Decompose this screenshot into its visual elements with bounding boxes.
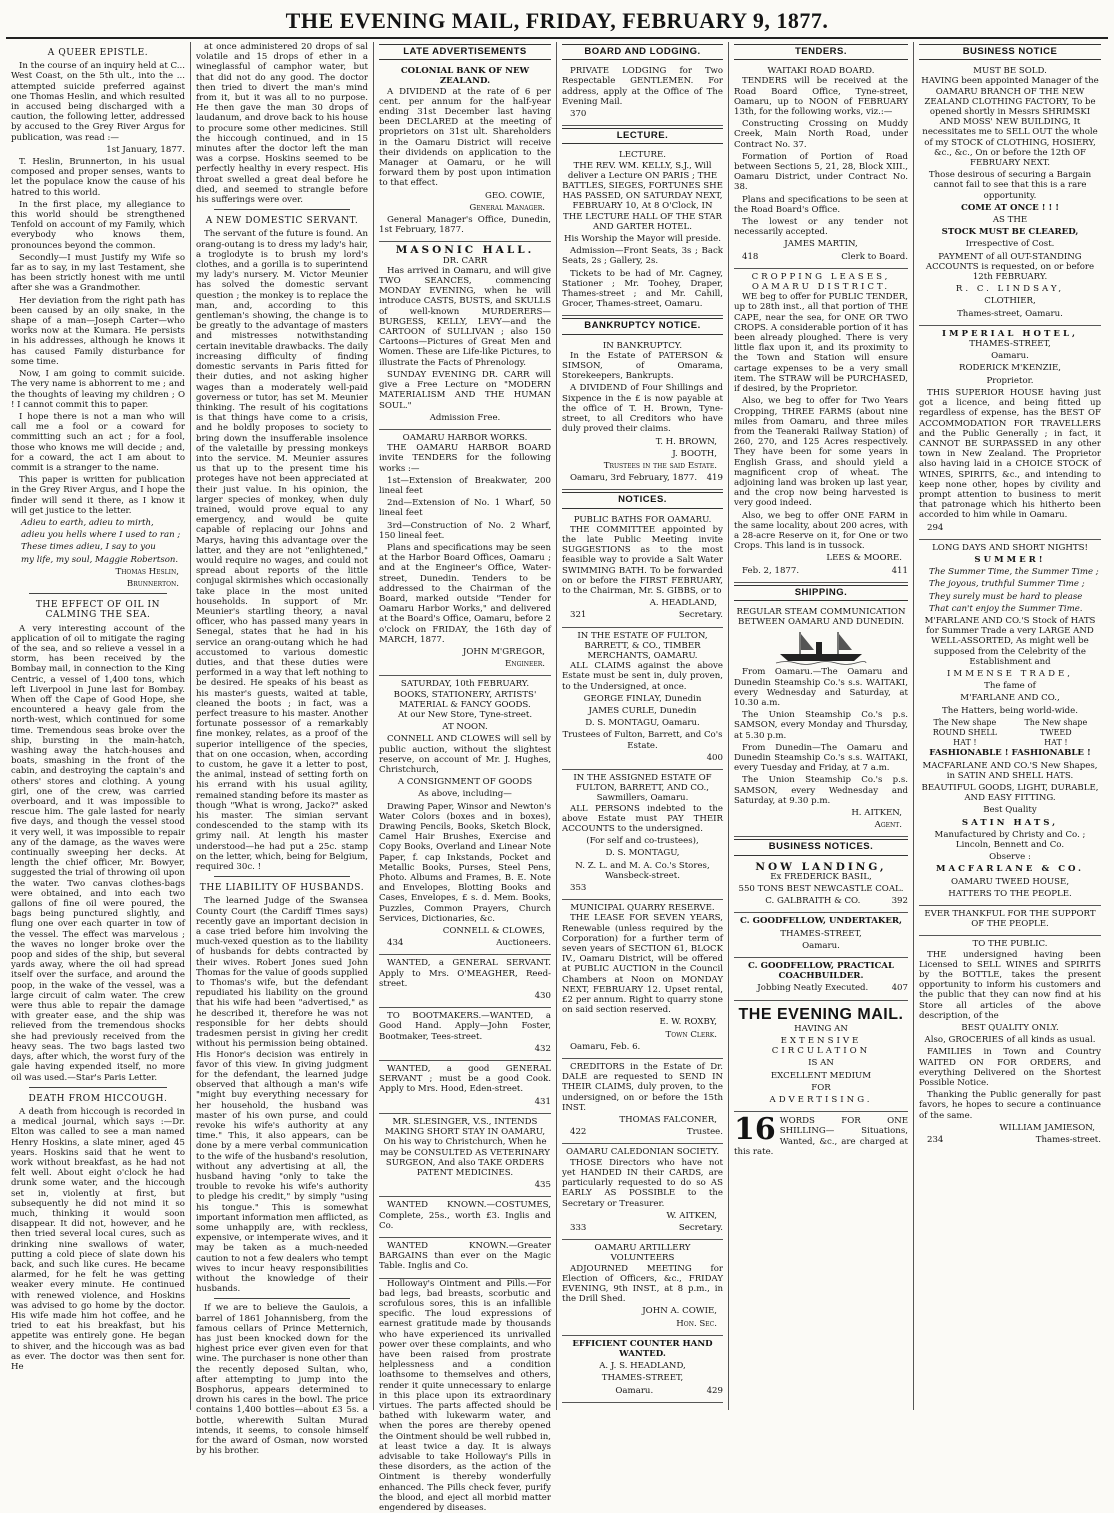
ad-text: Oamaru.	[615, 1385, 654, 1396]
column-5	[729, 42, 914, 1410]
ad-number: 432	[534, 1043, 551, 1054]
article-paragraph: A very interesting account of the application of oil to mitigate the raging of the sea, and so relieve a vessel in a storm, has been received by the Bombay mail, in connection to the King Centric, a vessel of 1,400 tons, which left Liverpool in June last for Bombay. When off the Cape of Good Hope, she encountered a heavy gale from the north-west, which continued for some time. Tremendous seas broke over the ship, bursting in the main-hatch, washing away the hatch-houses and boats, smashing in the front of the cabin, and destroying the captain's and others' stores and clothing. A young girl, one of the crew, was carried overboard, and it was impossible to rescue him. The gale lasted for nearly five days, and though the vessel stood it very well, it was impossible to repair any of the damage, as the waves were continually sweeping her decks. At length the chief officer, Mr. Bowyer, suggested the trial of throwing oil upon the water. Two canvas clothes-bags were obtained, and into each two gallons of fine oil were poured, the bags being punctured slightly, and flung one over each quarter in tow of the vessel. The effect was marvelous ; the waves no longer broke over the poop and sides of the ship, but several yards away, where the oil had spread itself over the surface, and around the poop, in the wake of the vessel, was a large circuit of calm water. The crew were thus able to repair the damage with greater ease, and the ship was relieved from the tremendous shocks she had previously received from the heavy seas. The two bags lasted two days, after which, the worst fury of the gale having expended itself, no more oil was used.—Star's Paris Letter.	[11, 623, 185, 1083]
section-heading: LECTURE.	[562, 128, 723, 144]
ad-title: OAMARU CALEDONIAN SOCIETY.	[566, 1147, 719, 1158]
ad-goodfellow-undertaker	[734, 913, 908, 958]
ad-text: Oamaru.	[991, 351, 1029, 362]
ad-sixteen-words	[734, 1112, 908, 1159]
signature: A. HEADLAND,	[649, 598, 717, 609]
ad-number: 431	[534, 1096, 551, 1107]
ad-books-auction	[379, 676, 551, 955]
ad-text: Irrespective of Cost.	[965, 239, 1055, 250]
section-heading: BANKRUPTCY NOTICE.	[562, 318, 723, 334]
ad-text: AT NOON.	[442, 722, 488, 733]
ad-title: NOW LANDING,	[755, 860, 887, 873]
ad-list-item: The lowest or any tender not necessarily accepted.	[734, 217, 908, 238]
ad-number-line	[734, 896, 908, 906]
ad-list-item: Constructing Crossing on Muddy Creek, Main North Road, under Contract No. 37.	[734, 119, 908, 150]
ad-date: Oamaru, Feb. 6.	[570, 1041, 641, 1052]
ad-caledonian	[562, 1144, 723, 1240]
column-3	[374, 42, 557, 1513]
ad-text: WANTED, a GENERAL SERVANT. Apply to Mrs. O'MEAGHER, Reed-street.	[379, 958, 551, 989]
ad-number: 429	[706, 1385, 723, 1396]
ad-list-item: Formation of Portion of Road between Sections 5, 21, 28, Block XIII., Oamaru District, under Contract No. 38.	[734, 151, 908, 193]
article-title-hiccough: DEATH FROM HICCOUGH.	[28, 1093, 168, 1104]
ad-text: The Hatters, being world-wide.	[942, 705, 1078, 716]
ad-text: STOCK MUST BE CLEARED,	[941, 227, 1079, 238]
section-heading: NOTICES.	[562, 492, 723, 508]
signature: C. GALBRAITH & CO.	[765, 896, 861, 907]
article-paragraph: I hope there is not a man who will call me a fool or a coward for committing such an act ; for a fool, those who knows me will decide ; and, for a coward, the act I am about to commit is a stranger to the name.	[11, 411, 185, 473]
ad-text: EXCELLENT MEDIUM	[770, 1070, 872, 1081]
hat-shape-label: The New shape	[933, 717, 997, 727]
ad-subtitle: DR. CARR	[442, 255, 488, 266]
ad-text: FOR	[811, 1082, 831, 1093]
divider	[29, 593, 167, 594]
ad-text: THE LEASE FOR SEVEN YEARS, Renewable (unless required by the Corporation) for a further term of seven years of SECTION 61, BLOCK IV., Oamaru District, will be offered at PUBLIC AUCTION in the Council Chambers at Noon on MONDAY NEXT, FEBRUARY 12. Upset rental, £2 per annum. Right to quarry stone on said section reserved.	[562, 913, 723, 1016]
divider	[214, 1298, 350, 1299]
ad-costumes	[379, 1197, 551, 1238]
ad-number: 434	[387, 938, 404, 949]
ad-number: 411	[891, 565, 908, 576]
ad-public-baths	[562, 512, 723, 628]
letter-date: 1st January, 1877.	[106, 144, 185, 155]
ad-text: Best Quality	[983, 805, 1037, 816]
signature: Thames-street.	[1035, 1135, 1101, 1146]
ad-steam-communication	[734, 604, 908, 837]
ad-dale-estate	[562, 1059, 723, 1144]
article-paragraph: In the course of an inquiry held at C... West Coast, on the 5th ult., into the ... attempted suicide preferred against one Thomas Heslin, and which resulted in accused being discharged with a caution, the following letter, addressed by accused to the Grey River Argus for publication, was read :—	[11, 61, 185, 143]
ad-text: Also, we beg to offer for Two Years Cropping, THREE FARMS (about nine miles from Oamaru, and three miles from the Teaneraki Railway Station) of 260, 270, and 125 Acres respectively. They have been for some years in English Grass, and should yield a magnificent crop of wheat. The adjoining land was broken up last year, and the crop now being harvested is very good indeed.	[734, 396, 908, 509]
ad-text: Plans and specifications may be seen at the Harbor Board Offices, Oamaru ; and at the Engineer's Office, Water-street, Dunedin. Tenders to be addressed to the Chairman of the Board, marked outside "Tender for Oamaru Harbor Works," and delivered at the Board's Office, Oamaru, before 2 o'clock on FRIDAY, the 16th day of MARCH, 1877.	[379, 542, 551, 645]
ad-text: WANTED KNOWN.—Greater BARGAINS than ever on the Magic Table. Inglis and Co.	[379, 1240, 551, 1272]
ad-cropping-leases	[734, 269, 908, 583]
ad-text: THAMES-STREET,	[969, 339, 1051, 350]
ad-text: HATTERS TO THE PEOPLE.	[948, 888, 1072, 899]
section-heading: BUSINESS NOTICE	[919, 44, 1101, 60]
poem-line: The joyous, truthful Summer Time ;	[929, 579, 1085, 590]
signature: Hon. Sec.	[676, 1318, 717, 1329]
poem-line: They surely must be hard to please	[929, 591, 1083, 602]
column-6	[914, 42, 1106, 1410]
ad-text: Those desirous of securing a Bargain cannot fail to see that this is a rare opportunity.	[928, 170, 1092, 201]
ad-text: A CONSIGNMENT OF GOODS	[397, 777, 533, 788]
article-title-domestic-servant: A NEW DOMESTIC SERVANT.	[205, 216, 359, 227]
ad-text: Admission Free.	[429, 412, 501, 423]
signature: W. AITKEN,	[666, 1210, 717, 1221]
ad-macfarlane-hats	[919, 540, 1101, 906]
steamship-icon	[776, 630, 866, 664]
ad-number: 400	[706, 752, 723, 763]
ad-text: The Union Steamship Co.'s p.s. SAMSON, every Wednesday and Saturday, at 9.30 p.m.	[734, 775, 908, 806]
signature: J. BOOTH,	[672, 448, 717, 459]
article-paragraph: The servant of the future is found. An orang-outang is to dress my lady's hair, a troglodyte is to brush my lord's clothes, and a gorilla is to superintend my lady's nursery. M. Victor Meunier has solved the domestic servant question ; the monkey is to replace the man, and, according to this gentleman's showing, the change is to be greatly to the advantage of masters and mistresses notwithstanding certain inevitable drawbacks. The daily increasing difficulty of finding domestic servants in Paris fitted for their duties, and not asking higher wages than a moderately well-paid governess or tutor, has set M. Meunier thinking. The result of his cogitations is that things have come to a crisis, and he boldly proposes to society to bring down the insufferable insolence of the valetaille by pressing monkeys into the service. M. Meunier assures us that up to the present time his proteges have not been appreciated at their just value. In his opinion, the larger species of monkey, when duly trained, would prove equal to any emergency, and would be quite capable of replacing our Johns and Marys, having this advantage over the latter, and they are not "enlightened," would require no wages, and could not spread about reports of the little conjugal skirmishes which occasionally take place in the most united households. In support of Mr. Meunier's startling theory, a naval officer, who has passed many years in Senegal, states that he had in his service an orang-outang which he had accustomed to various domestic duties, and that these duties were performed in a way that left nothing to be desired. He speaks of his beast as his master's guests, waited at table, cleaned the boots ; in fact, was a perfect treasure to his master. Another fortunate possessor of a remarkably fine monkey, relates, as a proof of the superior intelligence of the species, that on one occasion, when, according to custom, he gave it a letter to post, the animal, instead of setting forth on his errand with his usual agility, remained standing before its master as though "What is wrong, Jacko?" asked his master. The simian servant condescended to the stamp with its grimy nail. At length his master understood—he had put a 25c. stamp on the letter, which, being for Belgium, required 30c. !	[196, 229, 368, 873]
ad-title: C. GOODFELLOW, UNDERTAKER,	[739, 916, 903, 927]
ad-text: Has arrived in Oamaru, and will give TWO SEANCES, commencing MONDAY EVENING, when he will introduce CASTS, BUSTS, and SKULLS of well-known MURDERERS—BURGESS, KELLY, LEVY—and the CARTOON of SULLIVAN ; also 150 Cartoons—Pictures of Great Men and Women. These are Life-like Pictures, to illustrate the Facts of Phrenology.	[379, 265, 551, 368]
ad-text: His Worship the Mayor will preside.	[564, 234, 721, 245]
ad-text: At our New Store, Tyne-street.	[397, 709, 533, 720]
ad-text: Also, GROCERIES of all kinds as usual.	[924, 1035, 1096, 1046]
article-paragraph: at once administered 20 drops of sal volatile and 15 drops of ether in a wineglassful of camphor water, but that did not do any good. The doctor then tried to divert the man's mind from it, but it was all to no purpose. He then gave the man 30 drops of laudanum, and drove back to his house to procure some other medicines. Still the hiccough continued, and in 15 minutes after the doctor left the man was a corpse. Hoskins seemed to be perfectly healthy in every respect. His throat swelled a great deal before he died, and seemed to strangle before his sufferings were over.	[196, 42, 368, 206]
hat-shape-label: ROUND SHELL	[932, 727, 997, 737]
signature: E. W. ROXBY,	[659, 1017, 717, 1028]
signature: Proprietor.	[986, 375, 1034, 386]
ad-text: EVER THANKFUL FOR THE SUPPORT OF THE PEOPLE.	[924, 909, 1096, 930]
ad-text: FAMILIES in Town and Country WAITED ON FOR ORDERS, and everything Delivered on the Shortest Possible Notice.	[919, 1047, 1101, 1089]
signature: Engineer.	[505, 659, 545, 670]
ad-text: EXTENSIVE CIRCULATION	[771, 1036, 871, 1057]
ad-text: THAMES-STREET,	[780, 928, 862, 939]
ad-number: 418	[742, 251, 759, 262]
poem-line: That can't enjoy the Summer Time.	[929, 603, 1083, 614]
hat-shapes	[919, 718, 1101, 749]
ad-number: 353	[570, 883, 587, 894]
ad-quarry-reserve	[562, 900, 723, 1059]
ad-title: SATURDAY, 10th FEBRUARY.	[400, 679, 530, 690]
ad-title: COLONIAL BANK OF NEW ZEALAND.	[400, 66, 530, 87]
ad-title: TO THE PUBLIC.	[972, 939, 1048, 950]
ad-text: AS THE	[992, 215, 1028, 226]
ad-text: As above, including—	[418, 789, 512, 800]
ad-text: Also, we beg to offer ONE FARM in the same locality, about 200 acres, with a 28-acre Reserve on it, for One or two Crops. This land is in tussock.	[734, 510, 908, 552]
signature: Secretary.	[678, 1222, 723, 1233]
hat-shape-label: HAT !	[1044, 738, 1068, 748]
ad-text: BEAUTIFUL GOODS, LIGHT, DURABLE, AND EASY FITTING.	[921, 783, 1099, 804]
ad-bargains	[379, 1238, 551, 1279]
divider	[29, 1087, 167, 1088]
ad-text: M'FARLANE AND CO.,	[960, 693, 1060, 704]
article-paragraph: A death from hiccough is recorded in a medical journal, which says :—Dr. Elton was called to see a man named Henry Hoskins, a slate miner, aged 45 years. Hoskins said that he went to work without breakfast, as he had not felt well. About eight o'clock he had drunk some water, and the hiccough set in, violently at first, but subsequently he did not mind it so much, thinking it would soon disappear. It did not, however, and he then tried several local cures, such as drinking nine swallows of water, putting a cold piece of slate down his back, and such like cures. He became alarmed, for he felt he was getting weaker every minute. He continued with renewed violence, and Hoskins was advised to go home by the doctor. His wife made him hot coffee, and he tried to eat his breakfast, but his appetite was entirely gone. He began to shiver, and the hiccough was as bad as ever. The doctor was then sent for. He	[11, 1106, 185, 1372]
ad-title: OAMARU HARBOR WORKS.	[402, 432, 528, 443]
ad-date: Oamaru, 3rd February, 1877.	[570, 473, 698, 484]
ad-title: LONG DAYS AND SHORT NIGHTS!	[932, 542, 1088, 553]
ad-text: Thanking the Public generally for past favors, he hopes to secure a continuance of the same.	[919, 1090, 1101, 1121]
ad-text: Admission—Front Seats, 3s ; Back Seats, 2s ; Gallery, 2s.	[562, 246, 723, 267]
signature: CLOTHIER,	[984, 296, 1036, 307]
ad-bootmakers	[379, 1008, 551, 1061]
ad-title: IN BANKRUPTCY.	[602, 340, 683, 351]
ad-text: THE COMMITTEE appointed by the late Public Meeting invite SUGGESTIONS as to the most feasible way to provide a Salt Water SWIMMING BATH. To be forwarded on or before the FIRST FEBRUARY, to the Chairman, Mr. S. GIBBS, or to	[562, 524, 723, 596]
signature: THOMAS FALCONER,	[619, 1115, 717, 1126]
ad-imperial-hotel	[919, 326, 1101, 540]
ad-text: N. Z. L. and M. A. Co.'s Stores, Wansbeck-street.	[575, 860, 710, 881]
ad-text: Oamaru.	[802, 940, 840, 951]
ad-text: In the Estate of PATERSON & SIMSON, of Omarama, Storekeepers, Bankrupts.	[562, 350, 723, 382]
ad-text: TENDERS will be received at the Road Board Office, Tyne-street, Oamaru, up to NOON of FEBRUARY 13th, for the following works, viz.:—	[734, 76, 908, 118]
ad-number-line	[734, 983, 908, 993]
article-paragraph: Her deviation from the right path has been caused by an oily snake, in the shape of a man—Joseph Carter—who works now at the Kumara. He persists in his addresses, although he knows it has caused Family disturbance for some time.	[11, 295, 185, 367]
ad-dr-carr	[379, 242, 551, 429]
hat-shape-label: The New shape	[1024, 717, 1088, 727]
ad-bankruptcy	[562, 338, 723, 491]
article-paragraph: In the first place, my allegiance to this world should be strengthened Tenfold on account of my Family, which everybody who knows them, pronounces beyond the common.	[11, 199, 185, 251]
ad-title: REGULAR STEAM COMMUNICATION BETWEEN OAMARU AND DUNEDIN.	[736, 606, 906, 628]
signature: Agent.	[874, 820, 902, 831]
ad-text: JAMES CURLE, Dunedin	[588, 705, 697, 716]
ad-text: Ex FREDERICK BASIL,	[770, 871, 872, 882]
ad-text: CREDITORS in the Estate of Dr. DALE are requested to SEND IN THEIR CLAIMS, duly proven, to the undersigned, on or before the 15th INST.	[562, 1062, 723, 1113]
ad-fulton-estate	[562, 628, 723, 770]
signature: JOHN A. COWIE,	[642, 1306, 717, 1317]
signature: JAMES MARTIN,	[784, 239, 858, 250]
ad-text: TO BOOTMAKERS.—WANTED, a Good Hand. Apply—John Foster, Bootmaker, Tees-street.	[379, 1011, 551, 1042]
divider	[214, 209, 350, 210]
ad-subtitle: BOOKS, STATIONERY, ARTISTS' MATERIAL & FANCY GOODS.	[393, 689, 537, 710]
hat-shape-label: TWEED	[1040, 727, 1072, 737]
signature: R. C. LINDSAY,	[955, 284, 1065, 295]
signature: Trustees in the said Estate.	[603, 460, 717, 471]
ad-waitaki-road-board	[734, 63, 908, 269]
ad-title: WAITAKI ROAD BOARD.	[767, 66, 875, 77]
ad-number-line	[562, 473, 723, 483]
signature: T. H. BROWN,	[655, 436, 717, 447]
ad-number-line	[919, 1135, 1101, 1145]
ad-title: MUST BE SOLD.	[973, 66, 1047, 77]
ad-private-lodging	[562, 63, 723, 126]
divider	[214, 876, 350, 877]
ad-text: THE undersigned having been Licensed to SELL WINES and SPIRITS by the BOTTLE, takes the present opportunity to inform his customers and the public that they can now find at his Store all articles of the above description, of the	[919, 949, 1101, 1021]
ad-clothing-factory	[919, 63, 1101, 326]
ad-text: WE beg to offer for PUBLIC TENDER, up to 28th inst., all that portion of THE CAPE, near the sea, for ONE OR TWO CROPS. A considerable portion of it has been already ploughed. There is very little flax upon it, and its proximity to the Town and Station will ensure cartage expenses to be a very small item. The STRAW will be PURCHASED, if desired, by the Proprietor.	[734, 292, 908, 395]
ad-title: MASONIC HALL.	[395, 244, 535, 257]
ad-text: GEORGE FINLAY, Dunedin	[583, 693, 702, 704]
ad-date: Feb. 2, 1877.	[742, 565, 800, 576]
ad-text: MACFARLANE AND CO.'S New Shapes, in SATIN AND SHELL HATS.	[922, 760, 1098, 781]
column-2	[191, 42, 374, 1457]
ad-text: IMMENSE TRADE,	[947, 668, 1073, 679]
ad-list-item: 3rd—Construction of No. 2 Wharf, 150 lineal feet.	[379, 520, 551, 541]
ad-text: HAVING AN	[794, 1023, 848, 1034]
signature: Brunnerton.	[126, 578, 179, 589]
ad-text: CONNELL AND CLOWES will sell by public auction, without the slightest reserve, on account of Mr. J. Hughes, Christchurch,	[379, 734, 551, 775]
ad-big-number: 16	[734, 1112, 776, 1148]
ad-list-item: 1st—Extension of Breakwater, 200 lineal feet	[379, 475, 551, 496]
ad-number-line	[379, 938, 551, 948]
ad-title: IN THE ESTATE OF FULTON, BARRETT, & CO., TIMBER MERCHANTS, OAMARU.	[577, 630, 708, 661]
ad-number: 294	[927, 522, 944, 533]
ad-text: BEST QUALITY ONLY.	[961, 1023, 1059, 1034]
ad-text: Drawing Paper, Winsor and Newton's Water Colors (boxes and in boxes), Drawing Pencils, Books, Sketch Block, Camel Hair Brushes, Exercise and Copy Books, Overland and Linear Note Paper, f. cap Inkstands, Pocket and Metallic Books, Purses, Steel Pens, Photo. Albums and Frames, B. E. Note and Envelopes, Blotting Books and Cases, Envelopes, £ s. d. Mem. Books, Puzzles, Common Prayers, Church Services, Dictionaries, &c.	[379, 801, 551, 924]
ad-harbor-works	[379, 430, 551, 676]
ad-text: Jobbing Neatly Executed.	[757, 983, 869, 994]
ad-text: ALL PERSONS indebted to the above Estate must PAY THEIR ACCOUNTS to the undersigned.	[562, 803, 723, 834]
ad-text: Trustees of Fulton, Barrett, and Co's Estate.	[562, 730, 723, 751]
ad-text: SUNDAY EVENING DR. CARR will give a Free Lecture on "MODERN MATERIALISM AND THE HUMAN SOUL."	[379, 369, 551, 411]
ad-text: COME AT ONCE ! ! !	[961, 202, 1059, 213]
ad-text: A DIVIDEND of Four Shillings and Sixpence in the £ is now payable at the office of T. H. Brown, Tyne-street, to all Creditors who have duly proved their claims.	[562, 383, 723, 435]
signature: D. S. MONTAGU,	[605, 848, 680, 859]
signature: Town Clerk.	[665, 1029, 717, 1040]
ad-text: D. S. MONTAGU, Oamaru.	[585, 718, 700, 729]
ad-number: 321	[570, 610, 587, 621]
ad-list-item: Plans and specifications to be seen at the Road Board's Office.	[734, 194, 908, 215]
ad-number: 430	[534, 991, 551, 1002]
ad-wanted-servant	[379, 955, 551, 1008]
poem-line: These times adieu, I say to you	[21, 542, 156, 553]
ad-number-line	[562, 1127, 723, 1137]
signature: RODERICK M'KENZIE,	[958, 363, 1062, 374]
ad-text: The Union Steamship Co.'s p.s. SAMSON, every Monday and Thursday, at 5.30 p.m.	[734, 710, 908, 741]
article-paragraph: T. Heslin, Brunnerton, in his usual composed and proper senses, wants to let the populace know the cause of his hatred to this world.	[11, 157, 185, 198]
ad-number: 419	[706, 473, 723, 484]
ad-text: MR. SLESINGER, V.S., INTENDS MAKING SHORT STAY IN OAMARU, On his way to Christchurch, When he may be CONSULTED AS VETERINARY SURGEON, And also TAKE ORDERS PATENT MEDICINES.	[380, 1116, 550, 1178]
ad-title: IMPERIAL HOTEL,	[942, 328, 1078, 339]
ad-number: 392	[891, 896, 908, 907]
ad-assigned-estate	[562, 770, 723, 900]
article-title-husbands: THE LIABILITY OF HUSBANDS.	[199, 883, 365, 894]
ad-text: WORDS FOR ONE SHILLING— Situations, Wanted, &c., are charged at this rate.	[734, 1116, 908, 1157]
signature: WILLIAM JAMIESON,	[999, 1122, 1095, 1133]
ad-title: OAMARU ARTILLERY VOLUNTEERS	[594, 1243, 691, 1264]
ad-lecture	[562, 147, 723, 316]
ad-text: THAMES-STREET,	[601, 1373, 684, 1384]
ad-text: THE REV. WM. KELLY, S.J., Will deliver a Lecture ON PARIS ; THE BATTLES, SIEGES, FORTUNES SHE HAS PASSED, ON SATURDAY NEXT, FEBRUARY 10, At 8 O'Clock, IN THE LECTURE HALL OF THE STAR AND GARTER HOTEL.	[562, 160, 723, 232]
signature: GEO. COWIE,	[485, 190, 545, 201]
poem-line: The Summer Time, the Summer Time ;	[929, 567, 1099, 578]
ad-text: SATIN HATS,	[961, 817, 1059, 828]
article-paragraph: Now, I am going to commit suicide. The very name is abhorrent to me ; and the thoughts of leaving my children ; O ! I cannot commit this to paper.	[11, 369, 185, 410]
ad-counter-hand	[562, 1336, 723, 1403]
article-paragraph: The learned Judge of the Swansea County Court (the Cardiff Times says) recently gave an important decision in a case tried before him involving the much-vexed question as to the liability of husbands for debts contracted by their wives. Robert Jones sued John Thomas for the value of goods supplied to Thomas's wife, but the defendant repudiated his liability on the ground that his wife had been "advertised," as he described it, therefore he was not responsible for her debts should tradesmen persist in giving her credit without his permission being obtained. His Honor's decision was entirely in favor of this view. In giving judgment for the defendant, the learned judge observed that although a man's wife "might buy everything necessary for her household, the husband was master of his own purse, and could revoke his wife's authority at any time." This, it also appears, can be done by a mere verbal communication to the wife of the husband's resolution, without any advertising at all, the husband having "only to take the trouble to revoke his wife's authority to pledge his credit," by simply "using his tongue." This is somewhat important information men afflicted, as some unhappily are, with reckless, expensive, or intemperate wives, and it may be taken as a much-needed caution to not a few dealers who tempt wives to incur heavy responsibilities without the knowledge of their husbands.	[196, 896, 368, 1295]
columns	[6, 42, 1108, 1513]
ad-number-line	[734, 252, 908, 262]
ad-text: THE OAMARU HARBOR BOARD invite TENDERS for the following works :—	[379, 443, 551, 474]
signature: Secretary.	[678, 610, 723, 621]
ad-title: SUMMER!	[974, 554, 1046, 565]
ad-text: PAYMENT of all OUT-STANDING ACCOUNTS is requested, on or before 12th FEBRUARY.	[925, 251, 1095, 283]
section-heading: SHIPPING.	[734, 585, 908, 601]
ad-text: (For self and co-trustees),	[586, 836, 699, 847]
ad-text: Tickets to be had of Mr. Cagney, Stationer ; Mr. Toohey, Draper, Thames-street ; and Mr. Cahill, Grocer, Thames-street, Oamaru.	[562, 268, 723, 310]
ad-holloway: Holloway's Ointment and Pills.—For bad legs, bad breasts, scorbutic and scrofulous sores, this is an infallible specific. The loud expressions of earnest gratitude made by thousands who have experienced its unrivalled power over these complaints, and who have been raised from prostrate helplessness and a condition loathsome to themselves and others, render it quite unnecessary to enlarge in this place upon its extraordinary virtues. The parts affected should be bathed with lukewarm water, and when the pores are thereby opened the Ointment should be well rubbed in, at least twice a day. It is always advisable to take Holloway's Pills in these disorders, as the action of the Ointment is thereby wonderfully enhanced. The Pills check fever, purify the blood, and eject all morbid matter engendered by diseases.	[379, 1278, 551, 1513]
poem-line: Adieu to earth, adieu to mirth,	[21, 517, 154, 528]
ad-text: THIS SUPERIOR HOUSE having just got a licence, and being fitted up regardless of expense, has the BEST OF ACCOMMODATION FOR TRAVELLERS and the Public Generally ; in fact, it CANNOT BE SURPASSED in any other town in New Zealand. The Proprietor also having laid in a CHOICE STOCK of WINES, SPIRITS, &c., and intending to keep none other, hopes by civility and prompt attention to business to merit that patronage which his hitherto been accorded to him while in Oamaru.	[919, 387, 1101, 521]
ad-colonial-bank	[379, 63, 551, 242]
signature: Trustee.	[686, 1127, 723, 1138]
ad-text: OAMARU TWEED HOUSE,	[950, 876, 1070, 887]
signature: General Manager.	[469, 202, 545, 213]
evening-mail-logo: THE EVENING MAIL.	[738, 1005, 904, 1023]
ad-number-line	[562, 1223, 723, 1233]
signature: Auctioneers.	[496, 938, 551, 949]
article-paragraph: This paper is written for publication in the Grey River Argus, and I hope the finder will send it there, as I know it will get justice to the letter.	[11, 475, 185, 516]
article-paragraph: Secondly—I must Justify my Wife so far as to say, in my last Testament, she has been strictly honest with me until after she was a Grandmother.	[11, 252, 185, 294]
section-heading: BUSINESS NOTICES.	[734, 839, 908, 855]
ad-number: 422	[570, 1127, 587, 1138]
ad-text: HAVING been appointed Manager of the OAMARU BRANCH OF THE NEW ZEALAND CLOTHING FACTORY, To be opened shortly in Messrs SHRIMSKI AND MOSS' NEW BUILDING, It necessitates me to SELL OUT the whole of my STOCK of CLOTHING, HOSIERY, &c., &c., On or before the 12th OF FEBRUARY NEXT.	[921, 76, 1099, 169]
ad-text: Observe :	[989, 852, 1031, 863]
ad-text: General Manager's Office, Dunedin, 1st February, 1877.	[379, 215, 551, 236]
article-paragraph: If we are to believe the Gaulois, a barrel of 1861 Johannisberg, from the famous cellars of Prince Metternich, has just been knocked down for the highest price ever given even for that wine. The purchaser is none other than the recently deposed Sultan, who, after attempting to jump into the Bosphorus, appears determined to drown his cares in the bowl. The price contains 1,400 bottles—about £3 5s. a bottle, wherewith Sultan Murad intends, it seems, to console himself for the award of Osman, now worsted by his brother.	[196, 1303, 368, 1457]
signature: Clerk to Board.	[841, 251, 908, 262]
signature: A. J. S. HEADLAND,	[599, 1361, 686, 1372]
ad-title: IN THE ASSIGNED ESTATE OF FULTON, BARRETT, AND CO., Sawmillers, Oamaru.	[573, 772, 712, 804]
ad-number: 234	[927, 1135, 944, 1146]
section-heading: TENDERS.	[734, 44, 908, 60]
section-heading: LATE ADVERTISEMENTS	[379, 44, 551, 60]
ad-number-line	[562, 610, 723, 620]
ad-text: IS AN	[808, 1058, 834, 1069]
ad-text: EFFICIENT COUNTER HAND WANTED.	[572, 1338, 713, 1359]
signature: Thames-street, Oamaru.	[957, 308, 1063, 319]
ad-artillery	[562, 1240, 723, 1336]
ad-text: 550 TONS BEST NEWCASTLE COAL.	[738, 884, 904, 895]
column-4	[557, 42, 729, 1410]
ad-text: PRIVATE LODGING for Two Respectable GENTLEMEN. For address, apply at the Office of The Evening Mail.	[562, 66, 723, 107]
ad-text: A DIVIDEND at the rate of 6 per cent. per annum for the half-year ending 31st December last having been DECLARED at the meeting of proprietors on 31st ult. Shareholders in the Oamaru District will receive their dividends on application to the Manager at Oamaru, or he will forward them by post upon intimation to that effect.	[379, 86, 551, 189]
ad-text: FASHIONABLE ! FASHIONABLE !	[929, 748, 1091, 759]
ad-text: WANTED, a good GENERAL SERVANT ; must be a good Cook. Apply to Mrs. Hood, Eden-street.	[379, 1064, 551, 1095]
signature: Thomas Heslin,	[115, 566, 179, 577]
ad-text: MACFARLANE & CO.	[935, 864, 1085, 875]
hat-shape-left	[933, 718, 997, 749]
section-heading: BOARD AND LODGING.	[562, 44, 723, 60]
ad-number-line	[562, 1386, 723, 1396]
ad-text: WANTED KNOWN.—COSTUMES, Complete, 25s., worth £3. Inglis and Co.	[379, 1200, 551, 1231]
article-title-oil-sea: THE EFFECT OF OIL IN CALMING THE SEA.	[35, 600, 161, 621]
column-1	[6, 42, 191, 1410]
ad-title: C. GOODFELLOW, PRACTICAL COACHBUILDER.	[747, 961, 895, 982]
ad-title: PUBLIC BATHS FOR OAMARU.	[573, 514, 712, 525]
ad-text: ADVERTISING.	[769, 1095, 873, 1106]
masthead: THE EVENING MAIL, FRIDAY, FEBRUARY 9, 1877.	[6, 8, 1108, 39]
signature: LEES & MOORE.	[826, 553, 902, 564]
ad-title: LECTURE.	[618, 150, 666, 161]
ad-general-servant	[379, 1061, 551, 1114]
ad-now-landing	[734, 859, 908, 914]
ad-title: CROPPING LEASES, OAMARU DISTRICT.	[751, 271, 891, 293]
signature: CONNELL & CLOWES,	[442, 926, 545, 937]
hat-shape-label: HAT !	[953, 738, 977, 748]
ad-text: From Oamaru.—The Oamaru and Dunedin Steamship Co.'s s.s. WAITAKI, every Wednesday and Saturday, at 10.30 a.m.	[734, 667, 908, 708]
ad-to-the-public	[919, 936, 1101, 1145]
signature: JOHN M'GREGOR,	[462, 646, 545, 657]
ad-text: M'FARLANE AND CO.'S Stock of HATS for Summer Trade a very LARGE AND WELL-ASSORTED, As might well be supposed from the Celebrity of the Establishment and	[924, 615, 1096, 667]
ad-number: 333	[570, 1222, 587, 1233]
ad-title: MUNICIPAL QUARRY RESERVE.	[570, 903, 715, 914]
ad-thankful	[919, 906, 1101, 936]
poem-line: my life, my soul, Maggie Robertson.	[21, 554, 179, 565]
article-title-queer-epistle: A QUEER EPISTLE.	[47, 48, 149, 58]
ad-text: From Dunedin—The Oamaru and Dunedin Steamship Co.'s s.s. WAITAKI, every Tuesday and Friday, at 7 a.m.	[734, 742, 908, 774]
ad-number-line	[734, 566, 908, 576]
ad-text: Manufactured by Christy and Co. ; Lincoln, Bennett and Co.	[934, 829, 1086, 851]
ad-evening-mail	[734, 1001, 908, 1113]
hat-shape-right	[1024, 718, 1087, 749]
ad-text: The fame of	[984, 681, 1036, 692]
ad-number: 370	[570, 109, 587, 120]
ad-text: THOSE Directors who have not yet HANDED IN their CARDS, are particularly requested to do so AS EARLY AS POSSIBLE to the Secretary or Treasurer.	[562, 1157, 723, 1209]
ad-number: 435	[534, 1180, 551, 1191]
poem-line: adieu you hells where I used to ran ;	[21, 530, 181, 541]
signature: H. AITKEN,	[851, 808, 902, 818]
ad-text: ALL CLAIMS against the above Estate must be sent in, duly proven, to the Undersigned, at once.	[562, 661, 723, 692]
ad-goodfellow-coachbuilder	[734, 958, 908, 1001]
ad-slesinger	[379, 1114, 551, 1197]
ad-text: ADJOURNED MEETING for Election of Officers, &c., FRIDAY EVENING, 9th INST., at 8 p.m., in the Drill Shed.	[562, 1263, 723, 1305]
ad-list-item: 2nd—Extension of No. 1 Wharf, 50 lineal feet	[379, 498, 551, 519]
ad-number: 407	[891, 983, 908, 994]
